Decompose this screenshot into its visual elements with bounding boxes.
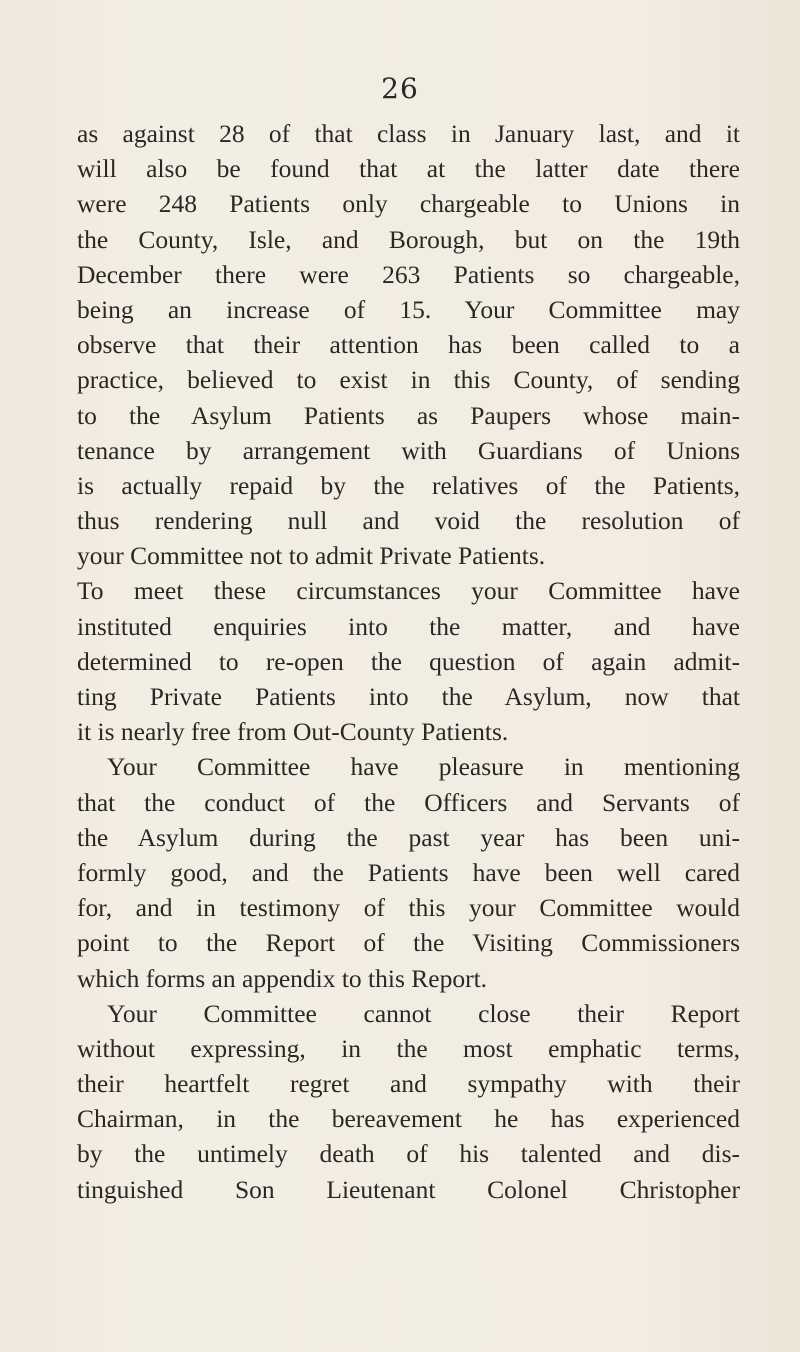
text-line: Your Committee cannot close their Report	[107, 998, 740, 1028]
text-line: it is nearly free from Out-County Patients.	[77, 717, 509, 747]
text-line: formly good, and the Patients have been well cared	[77, 857, 740, 887]
text-line: which forms an appendix to this Report.	[77, 963, 488, 993]
text-line: Your Committee have pleasure in mentioning	[107, 752, 740, 782]
text-line: the County, Isle, and Borough, but on the 19th	[77, 224, 740, 254]
text-line: ting Private Patients into the Asylum, now that	[77, 682, 740, 711]
text-line: practice, believed to exist in this County, of sending	[77, 365, 740, 395]
text-line: determined to re-open the question of again admit-	[77, 646, 740, 676]
text-line: as against 28 of that class in January last, and it	[77, 119, 740, 148]
text-line: thus rendering null and void the resolution of	[77, 506, 740, 536]
text-line: without expressing, in the most emphatic terms,	[77, 1033, 740, 1063]
page-number: 26	[381, 72, 419, 105]
text-line: Chairman, in the bereavement he has experienced	[77, 1104, 740, 1134]
text-line: tinguished Son Lieutenant Colonel Christopher	[77, 1174, 740, 1204]
text-line: that the conduct of the Officers and Servants of	[77, 787, 740, 817]
text-line: instituted enquiries into the matter, and have	[77, 611, 740, 641]
text-line: being an increase of 15. Your Committee may	[77, 294, 740, 324]
text-line: were 248 Patients only chargeable to Unions in	[77, 189, 740, 219]
text-line: their heartfelt regret and sympathy with their	[77, 1069, 740, 1099]
text-line: is actually repaid by the relatives of the Patients,	[77, 470, 740, 500]
text-line: To meet these circumstances your Committee have	[77, 576, 740, 606]
text-line: by the untimely death of his talented and dis-	[77, 1139, 740, 1169]
text-line: will also be found that at the latter date there	[77, 154, 740, 184]
text-line: December there were 263 Patients so chargeable,	[77, 259, 740, 289]
text-line: your Committee not to admit Private Patients.	[77, 541, 546, 571]
text-line: to the Asylum Patients as Paupers whose main-	[77, 400, 740, 430]
body-text	[77, 116, 740, 1207]
text-line: the Asylum during the past year has been uni-	[77, 822, 740, 852]
text-line: tenance by arrangement with Guardians of Unions	[77, 435, 740, 465]
text-line: observe that their attention has been called to a	[77, 330, 740, 360]
text-line: point to the Report of the Visiting Commissioners	[77, 928, 740, 958]
text-line: for, and in testimony of this your Committee would	[77, 893, 740, 923]
